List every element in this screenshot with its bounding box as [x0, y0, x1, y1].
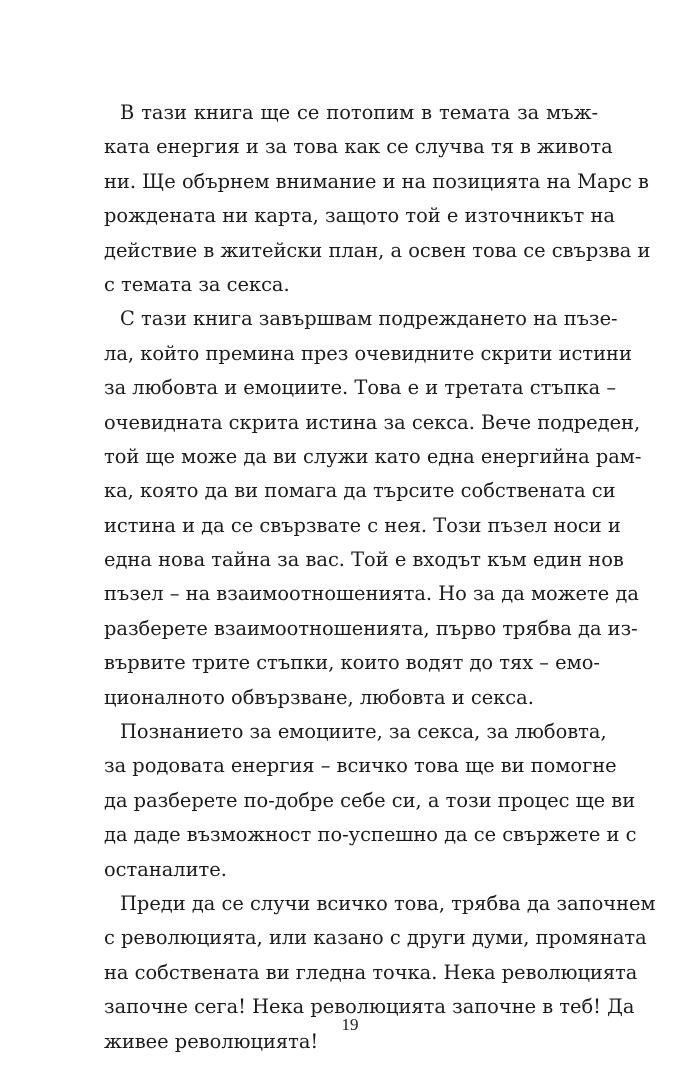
text-line: ционалното обвързване, любовта и секса. — [104, 685, 534, 709]
paragraph-1 — [104, 96, 651, 302]
text-line: вървите трите стъпки, които водят до тях – емо- — [104, 651, 600, 675]
text-line: В тази книга ще се потопим в темата за мъж- — [120, 101, 598, 124]
text-line: Преди да се случи всичко това, трябва да започнем — [120, 891, 656, 915]
text-line: да даде възможност по-успешно да се свържете и с — [104, 823, 637, 847]
text-line: за любовта и емоциите. Това е и третата стъпка – — [104, 376, 617, 400]
text-line: ка, която да ви помага да търсите собствената си — [104, 479, 616, 503]
text-line: ката енергия и за това как се случва тя в живота — [104, 135, 613, 159]
page-number: 19 — [341, 1015, 359, 1034]
text-line: с темата за секса. — [104, 272, 290, 296]
text-line: Познанието за емоциите, за секса, за любовта, — [120, 720, 607, 744]
text-line: с революцията, или казано с други думи, промяната — [104, 926, 647, 950]
text-line: очевидната скрита истина за секса. Вече подреден, — [104, 410, 641, 434]
text-line: ни. Ще обърнем внимание и на позицията на Марс в — [104, 169, 649, 193]
text-line: той ще може да ви служи като една енергийна рам- — [104, 444, 642, 468]
text-line: пъзел – на взаимоотношенията. Но за да можете да — [104, 582, 639, 606]
text-line: една нова тайна за вас. Той е входът към един нов — [104, 548, 624, 572]
text-line: останалите. — [104, 857, 227, 881]
text-line: да разберете по-добре себе си, а този процес ще ви — [104, 788, 636, 812]
paragraph-2 — [104, 302, 642, 715]
text-line: рождената ни карта, защото той е източникът на — [104, 204, 615, 228]
text-line: С тази книга завършвам подреждането на пъзе- — [120, 307, 618, 331]
text-line: ла, който премина през очевидните скрити истини — [104, 341, 632, 365]
text-line: истина и да се свързвате с нея. Този пъзел носи и — [104, 513, 621, 537]
text-line: за родовата енергия – всичко това ще ви помогне — [104, 754, 617, 778]
paragraph-3 — [104, 715, 637, 887]
text-line: действие в житейски план, а освен това се свързва и — [104, 238, 651, 262]
text-line: на собствената ви гледна точка. Нека революцията — [104, 960, 638, 984]
text-line: живее революцията! — [104, 1029, 319, 1053]
text-line: разберете взаимоотношенията, първо трябва да из- — [104, 616, 638, 640]
body-text — [104, 96, 656, 1059]
text-line: започне сега! Нека революцията започне в теб! Да — [104, 995, 635, 1019]
